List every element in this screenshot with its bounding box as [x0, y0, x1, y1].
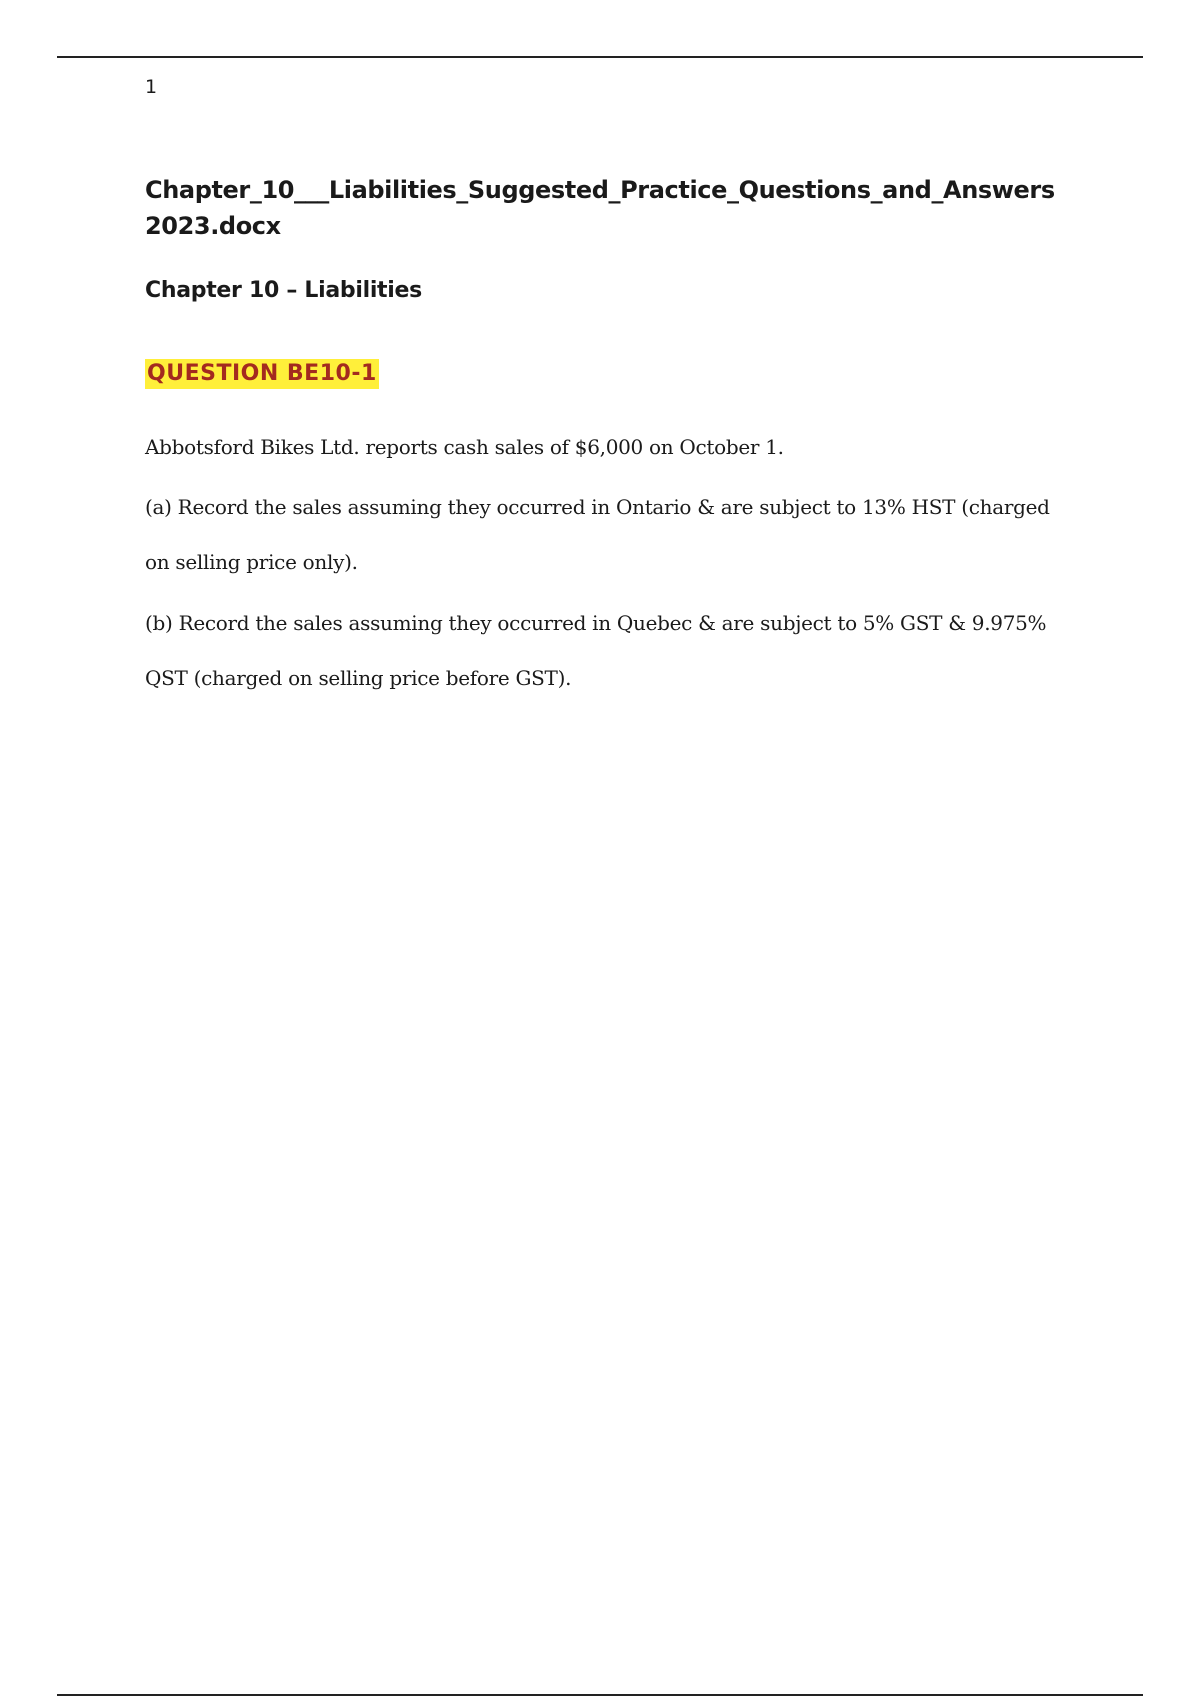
- question-part-b: (b) Record the sales assuming they occurred in Quebec & are subject to 5% GST & 9.975% QST (charged on selling price before GST).: [145, 611, 1047, 690]
- question-part-a: (a) Record the sales assuming they occurred in Ontario & are subject to 13% HST (charged on selling price only).: [145, 495, 1050, 574]
- header-divider: [57, 56, 1143, 58]
- page-number: 1: [145, 76, 158, 98]
- chapter-heading: Chapter 10 – Liabilities: [145, 278, 422, 303]
- document-filename-title: Chapter_10___Liabilities_Suggested_Practice_Questions_and_Answers 2023.docx: [145, 176, 1055, 240]
- question-label: QUESTION BE10-1: [145, 359, 379, 389]
- footer-divider: [57, 1694, 1143, 1696]
- document-page: [145, 74, 1065, 706]
- question-intro: Abbotsford Bikes Ltd. reports cash sales of $6,000 on October 1.: [145, 435, 784, 459]
